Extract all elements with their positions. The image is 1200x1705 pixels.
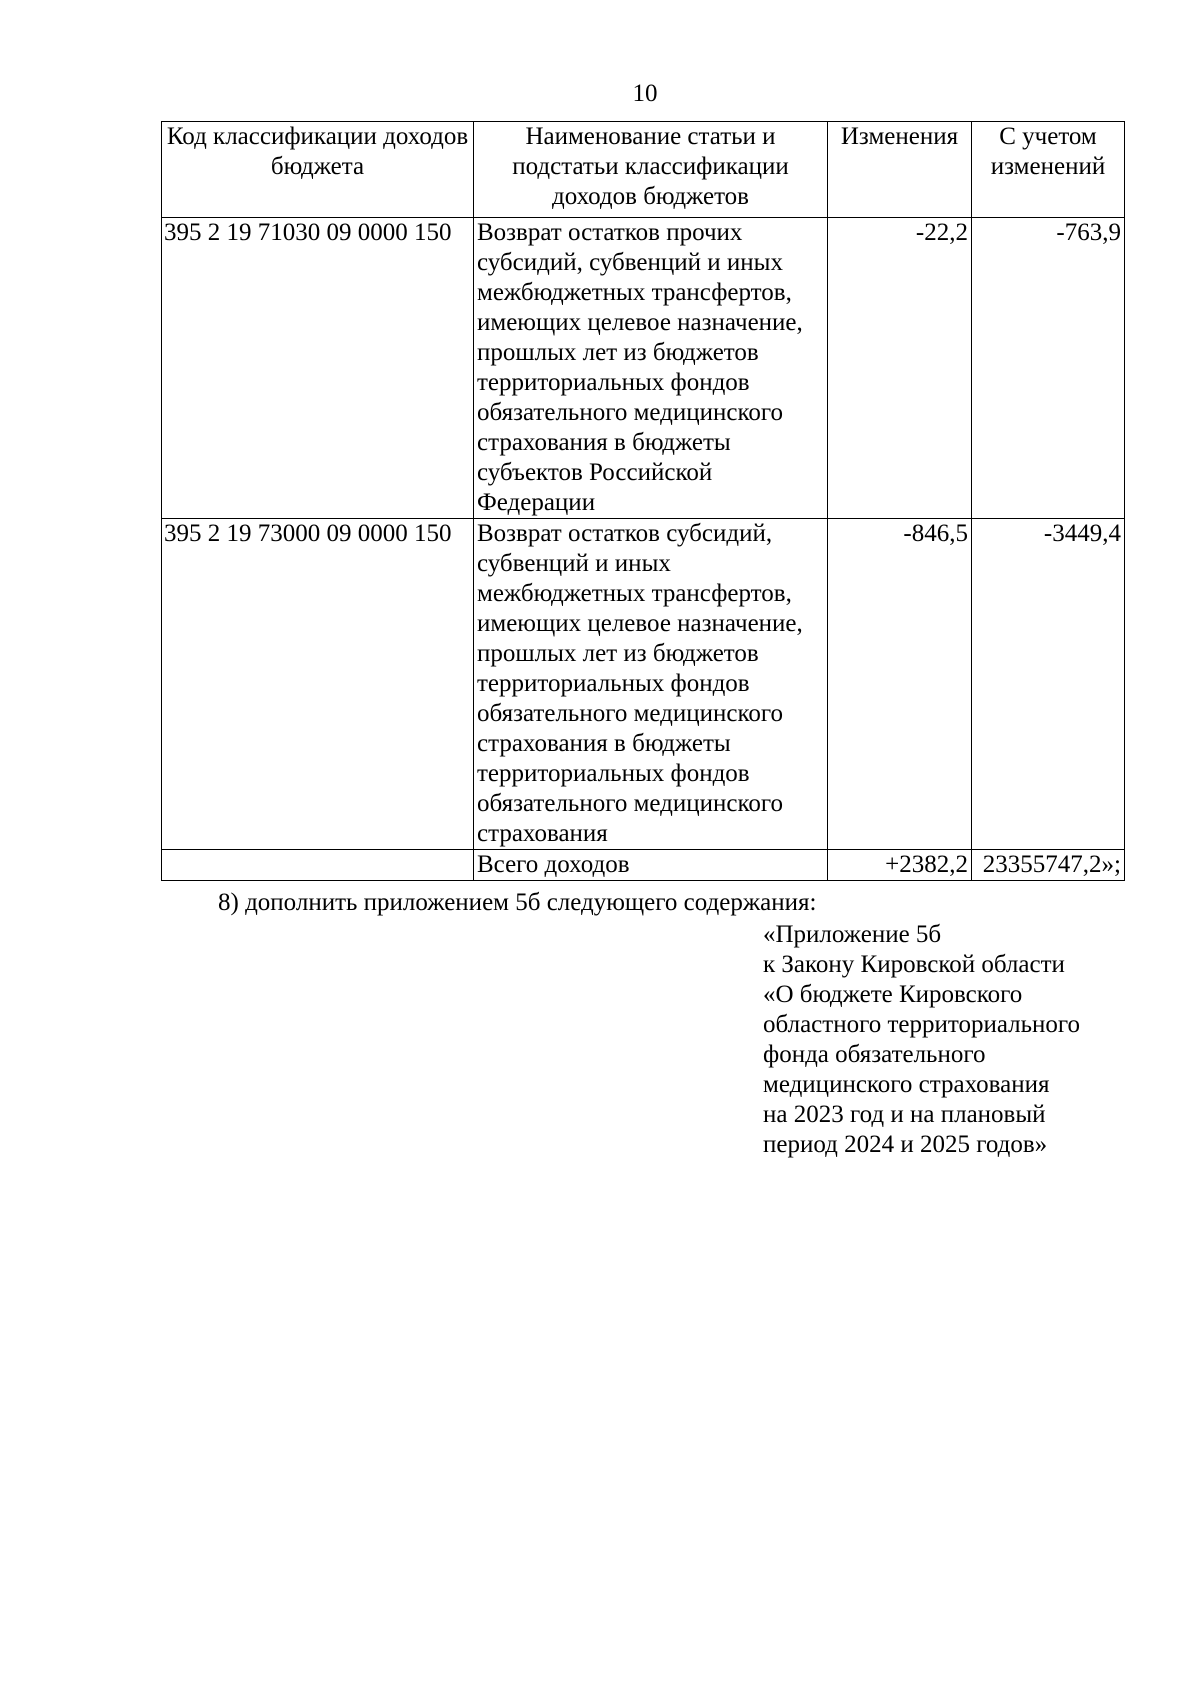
header-changes: Изменения [828, 122, 972, 218]
cell-total: -3449,4 [972, 519, 1125, 850]
header-with-changes: С учетом изменений [972, 122, 1125, 218]
appendix-header-line: на 2023 год и на плановый [763, 1101, 1046, 1128]
point-8-text: 8) дополнить приложением 5б следующего содержания: [218, 889, 817, 916]
cell-change: -22,2 [828, 218, 972, 519]
header-name: Наименование статьи и подстатьи классификации доходов бюджетов [474, 122, 828, 218]
appendix-header-line: областного территориального [763, 1011, 1081, 1038]
page-number: 10 [632, 80, 658, 107]
cell-code: 395 2 19 73000 09 0000 150 [162, 519, 474, 850]
appendix-header-line: к Закону Кировской области [763, 951, 1065, 978]
appendix-header-line: фонда обязательного [763, 1041, 986, 1068]
appendix-header-line: период 2024 и 2025 годов» [763, 1131, 1048, 1158]
appendix-header [763, 920, 1133, 1160]
cell-code: 395 2 19 71030 09 0000 150 [162, 218, 474, 519]
appendix-header-line: «Приложение 5б [763, 921, 942, 948]
cell-name: Всего доходов [474, 850, 828, 881]
cell-change: +2382,2 [828, 850, 972, 881]
income-classification-table [161, 121, 1125, 881]
cell-code [162, 850, 474, 881]
cell-total: -763,9 [972, 218, 1125, 519]
cell-name: Возврат остатков прочих субсидий, субвенций и иных межбюджетных трансфертов, имеющих целевое назначение, прошлых лет из бюджетов территориальных фондов обязательного медицинского страхования в бюджеты субъектов Российской Федерации [474, 218, 828, 519]
table-row [162, 519, 1125, 850]
cell-total: 23355747,2»; [972, 850, 1125, 881]
cell-change: -846,5 [828, 519, 972, 850]
table-total-row [162, 850, 1125, 881]
header-code: Код классификации доходов бюджета [162, 122, 474, 218]
appendix-header-line: медицинского страхования [763, 1071, 1050, 1098]
table-header-row [162, 122, 1125, 218]
appendix-header-line: «О бюджете Кировского [763, 981, 1023, 1008]
cell-name: Возврат остатков субсидий, субвенций и иных межбюджетных трансфертов, имеющих целевое назначение, прошлых лет из бюджетов территориальных фондов обязательного медицинского страхования в бюджеты территориальных фондов обязательного медицинского страхования [474, 519, 828, 850]
table-row [162, 218, 1125, 519]
